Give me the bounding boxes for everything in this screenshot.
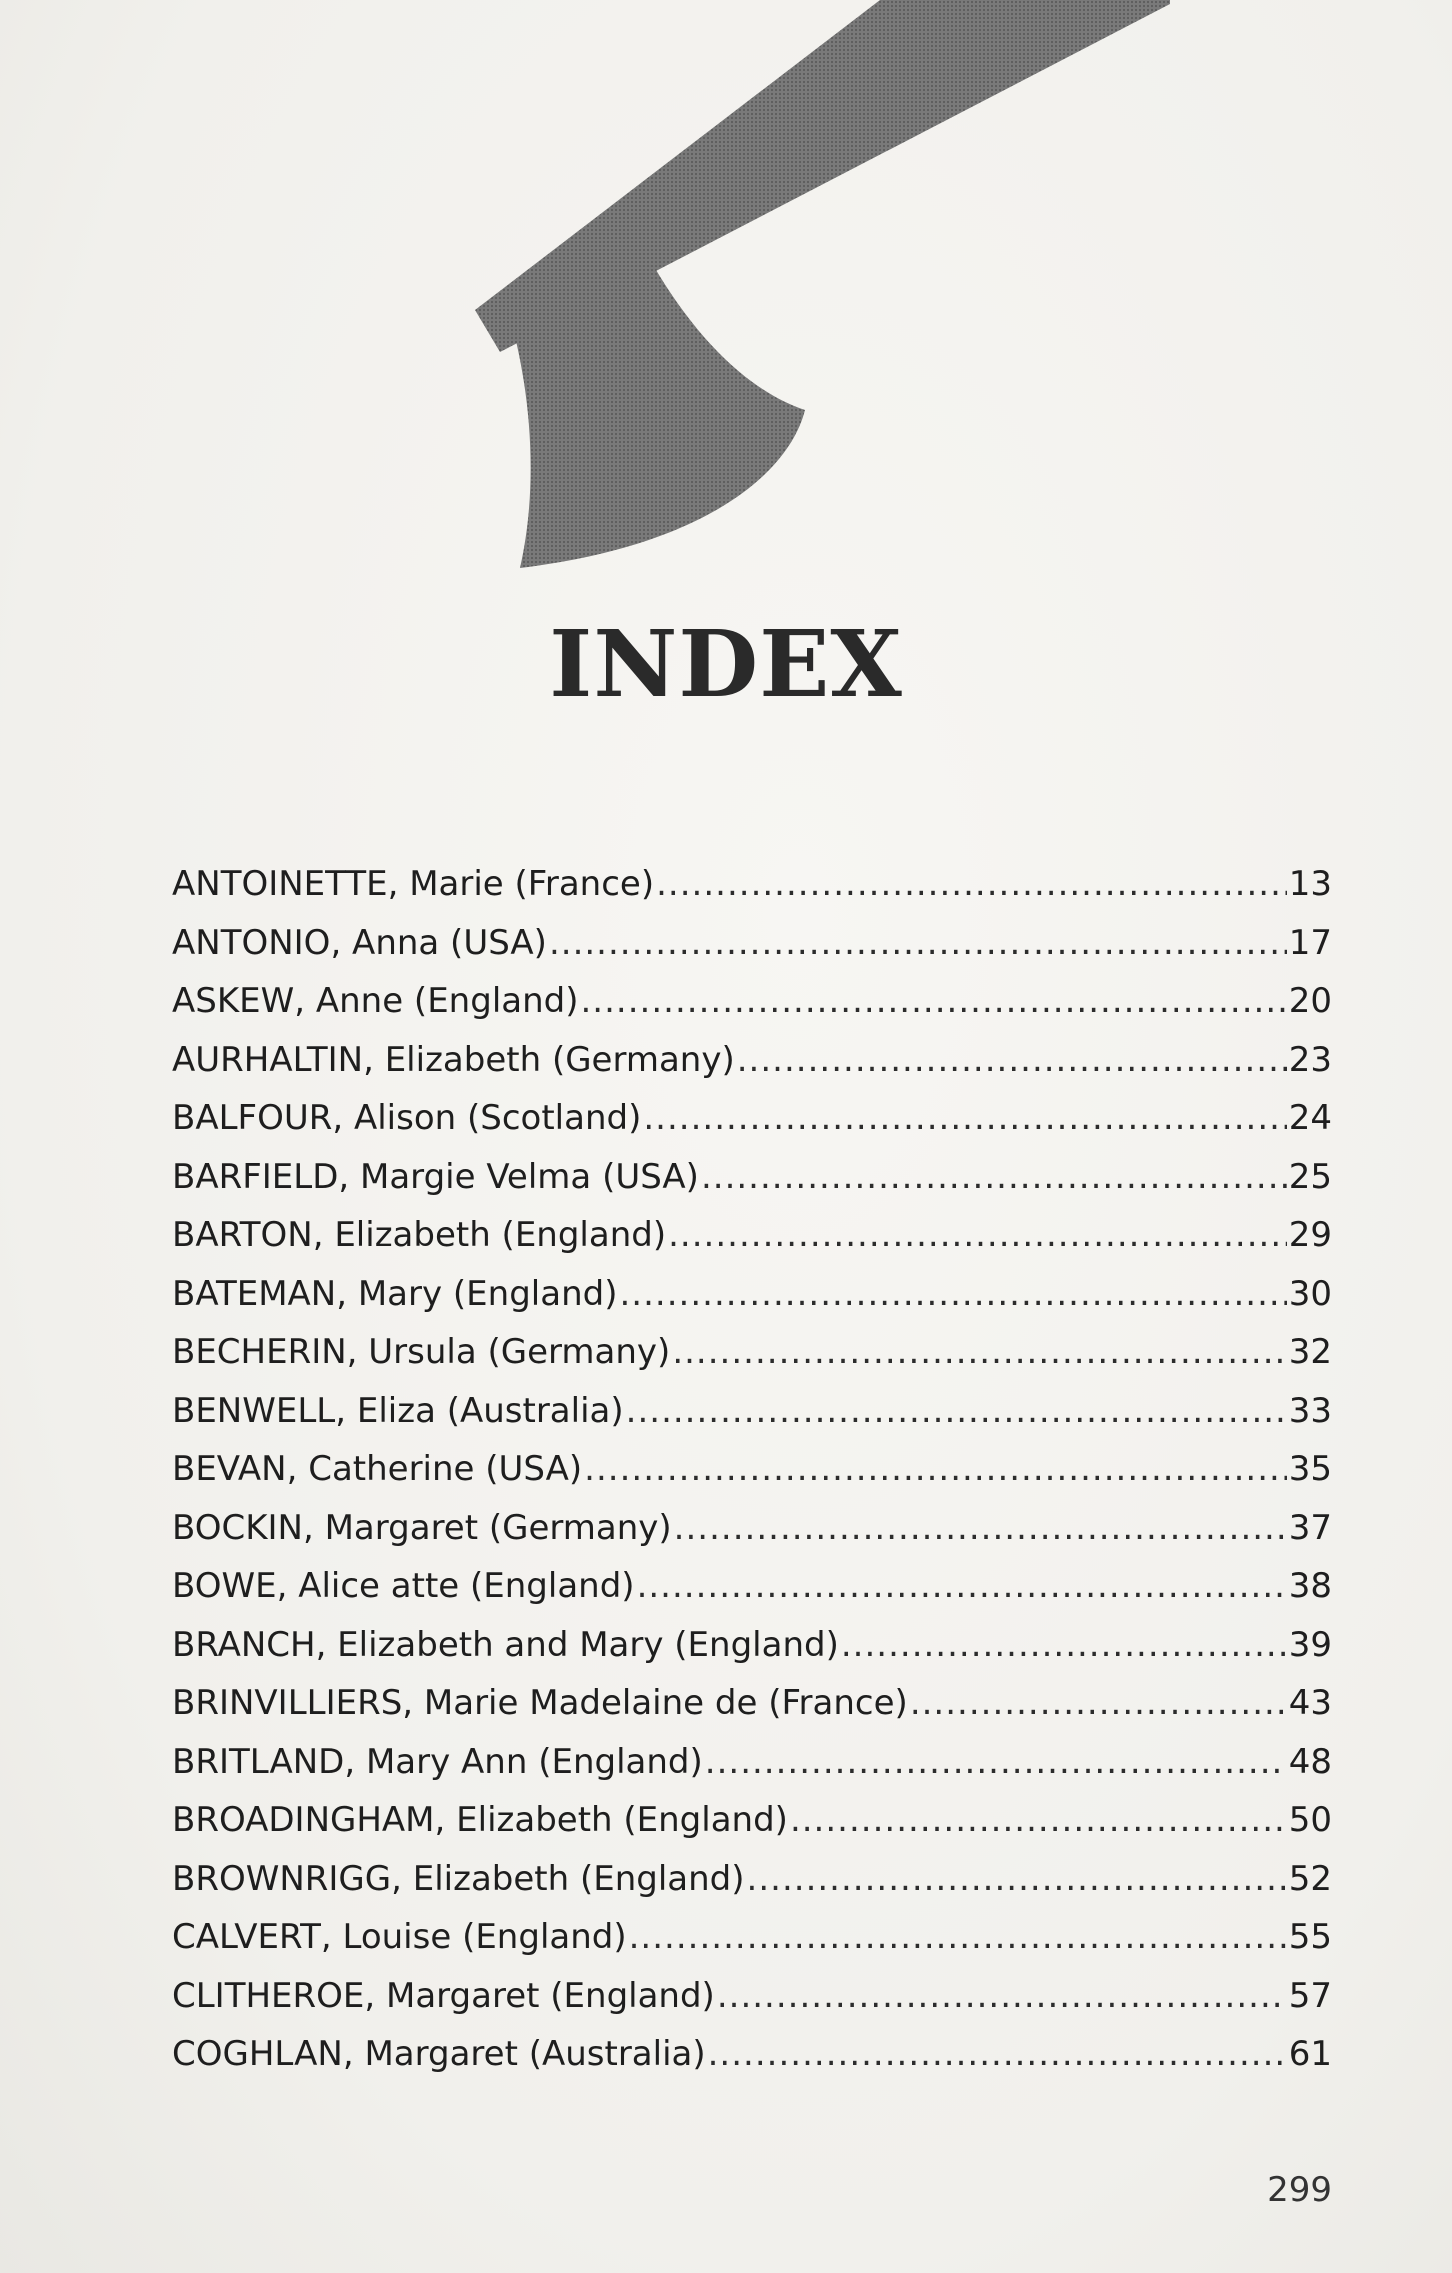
index-entry <box>172 1499 1332 1558</box>
entry-name: COGHLAN, Margaret (Australia) <box>172 2034 706 2074</box>
dot-leader <box>581 972 1287 1031</box>
index-entry <box>172 1908 1332 1967</box>
index-entry <box>172 1265 1332 1324</box>
entry-page: 20 <box>1288 981 1332 1021</box>
dot-leader <box>672 1323 1286 1382</box>
entry-name: BRANCH, Elizabeth and Mary (England) <box>172 1624 839 1665</box>
index-entry <box>172 1148 1332 1207</box>
entry-page: 55 <box>1288 1917 1332 1957</box>
entry-page: 43 <box>1288 1683 1332 1723</box>
dot-leader <box>708 2025 1287 2084</box>
dot-leader <box>626 1382 1287 1441</box>
dot-leader <box>629 1908 1287 1967</box>
index-entry <box>172 1440 1332 1499</box>
entry-page: 30 <box>1288 1273 1332 1314</box>
index-entry <box>172 1382 1332 1441</box>
entry-name: BOCKIN, Margaret (Germany) <box>172 1507 672 1548</box>
entry-page: 32 <box>1288 1332 1332 1372</box>
entry-page: 25 <box>1288 1156 1332 1197</box>
index-entry <box>172 1791 1332 1850</box>
entry-name: BARTON, Elizabeth (England) <box>172 1215 667 1255</box>
dot-leader <box>737 1031 1287 1090</box>
index-entry <box>172 1616 1332 1675</box>
dot-leader <box>674 1499 1287 1558</box>
index-list <box>172 855 1332 2084</box>
dot-leader <box>790 1791 1287 1850</box>
entry-name: BROWNRIGG, Elizabeth (England) <box>172 1858 745 1899</box>
entry-name: BEVAN, Catherine (USA) <box>172 1449 583 1489</box>
entry-page: 38 <box>1288 1566 1332 1606</box>
entry-page: 37 <box>1288 1507 1332 1548</box>
entry-page: 29 <box>1288 1215 1332 1255</box>
entry-name: CALVERT, Louise (England) <box>172 1917 627 1957</box>
index-entry <box>172 1323 1332 1382</box>
dot-leader <box>841 1616 1287 1675</box>
entry-name: BRITLAND, Mary Ann (England) <box>172 1741 703 1782</box>
index-entry <box>172 2025 1332 2084</box>
index-entry <box>172 1967 1332 2026</box>
dot-leader <box>643 1089 1286 1148</box>
dot-leader <box>549 914 1287 973</box>
entry-name: BATEMAN, Mary (England) <box>172 1273 618 1314</box>
entry-page: 57 <box>1288 1975 1332 2016</box>
entry-name: ANTOINETTE, Marie (France) <box>172 864 655 904</box>
entry-page: 61 <box>1288 2034 1332 2074</box>
entry-page: 35 <box>1288 1449 1332 1489</box>
entry-name: ANTONIO, Anna (USA) <box>172 922 547 963</box>
dot-leader <box>705 1733 1287 1792</box>
index-entry <box>172 1031 1332 1090</box>
page-title: INDEX <box>549 610 903 718</box>
entry-name: BRINVILLIERS, Marie Madelaine de (France) <box>172 1683 908 1723</box>
entry-page: 48 <box>1288 1741 1332 1782</box>
page-number: 299 <box>1267 2170 1332 2210</box>
index-entry <box>172 972 1332 1031</box>
entry-name: BECHERIN, Ursula (Germany) <box>172 1332 671 1372</box>
index-entry <box>172 1557 1332 1616</box>
entry-page: 24 <box>1288 1098 1332 1138</box>
index-entry <box>172 1674 1332 1733</box>
entry-name: BALFOUR, Alison (Scotland) <box>172 1098 642 1138</box>
entry-name: BARFIELD, Margie Velma (USA) <box>172 1156 699 1197</box>
entry-page: 39 <box>1288 1624 1332 1665</box>
dot-leader <box>584 1440 1287 1499</box>
entry-name: BROADINGHAM, Elizabeth (England) <box>172 1800 788 1840</box>
entry-page: 33 <box>1288 1390 1332 1431</box>
index-entry <box>172 1089 1332 1148</box>
entry-name: AURHALTIN, Elizabeth (Germany) <box>172 1039 735 1080</box>
axe-icon <box>470 0 1190 580</box>
dot-leader <box>637 1557 1287 1616</box>
dot-leader <box>619 1265 1286 1324</box>
entry-name: ASKEW, Anne (England) <box>172 981 579 1021</box>
entry-name: BENWELL, Eliza (Australia) <box>172 1390 624 1431</box>
dot-leader <box>656 855 1287 914</box>
index-entry <box>172 1206 1332 1265</box>
dot-leader <box>747 1850 1287 1909</box>
dot-leader <box>701 1148 1287 1207</box>
entry-page: 50 <box>1288 1800 1332 1840</box>
index-entry <box>172 855 1332 914</box>
index-entry <box>172 1850 1332 1909</box>
dot-leader <box>717 1967 1287 2026</box>
entry-page: 23 <box>1288 1039 1332 1080</box>
entry-page: 17 <box>1288 922 1332 963</box>
dot-leader <box>668 1206 1287 1265</box>
index-entry <box>172 914 1332 973</box>
index-entry <box>172 1733 1332 1792</box>
entry-page: 52 <box>1288 1858 1332 1899</box>
entry-name: CLITHEROE, Margaret (England) <box>172 1975 715 2016</box>
entry-page: 13 <box>1288 864 1332 904</box>
entry-name: BOWE, Alice atte (England) <box>172 1566 635 1606</box>
dot-leader <box>910 1674 1287 1733</box>
